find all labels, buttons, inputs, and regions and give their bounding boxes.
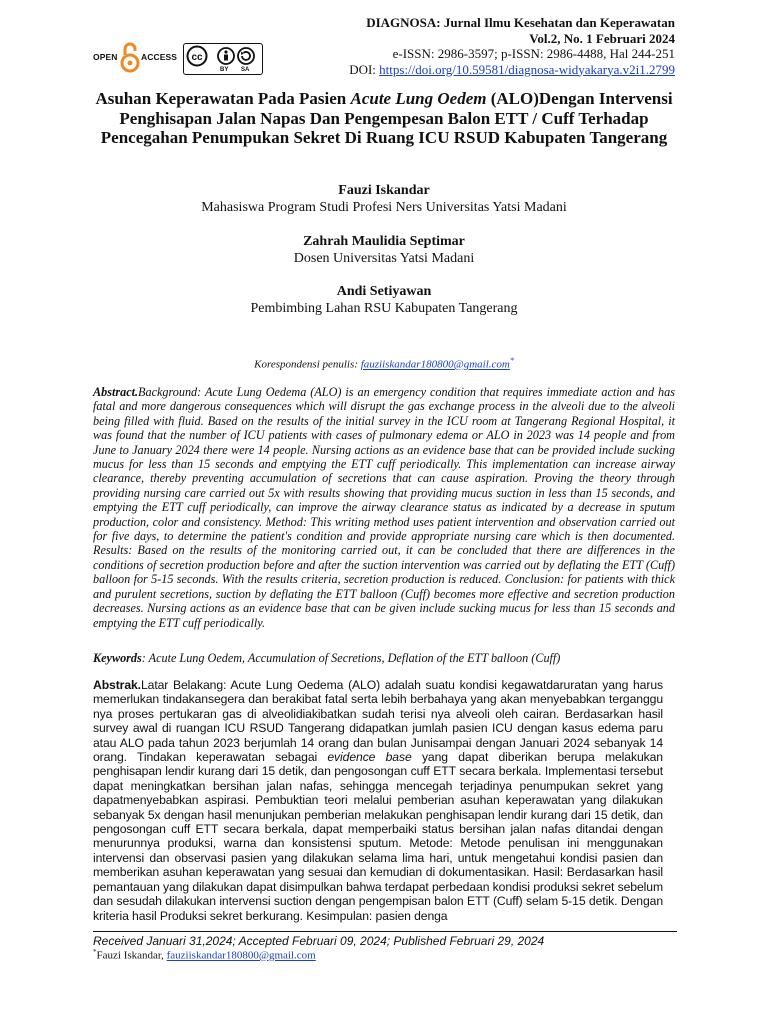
open-access-lock-icon <box>120 41 140 75</box>
journal-name: DIAGNOSA: Jurnal Ilmu Kesehatan dan Keperawatan <box>366 15 675 30</box>
abstrak-lead: Abstrak. <box>93 678 141 692</box>
svg-text:cc: cc <box>191 52 203 63</box>
author-block-1 <box>0 182 768 216</box>
paper-title <box>80 89 688 148</box>
received-dates: Received Januari 31,2024; Accepted Februari 09, 2024; Published Februari 29, 2024 <box>93 934 545 948</box>
abstrak-text-1: Latar Belakang: Acute Lung Oedema (ALO) adalah suatu kondisi kegawatdaruratan yang harus memerlukan tindakansegera dan berakibat fatal serta lebih berbahaya yang akan menyebabkan terganggu nya proses pertukaran gas di alveolidiakibatkan sudah terisi nya alveoli oleh cairan. Berdasarkan hasil survey awal di ruangan ICU RSUD Tangerang didapatkan jumlah pasien ICU dengan kasus edema paru atau ALO pada tahun 2023 berjumlah 14 orang dan bulan Junisampai dengan Januari 2024 sebanyak 14 orang. Tindakan keperawatan sebagai <box>93 678 663 765</box>
abstract-text: Background: Acute Lung Oedema (ALO) is an emergency condition that requires immediate action and has fatal and more dangerous consequences which will disrupt the gas exchange process in the alveoli due to the alveoli being filled with fluid. Based on the results of the initial survey in the ICU room at Tangerang Regional Hospital, it was found that the number of ICU patients with cases of pulmonary edema or ALO in 2023 was 14 people and from June to January 2024 there were 14 people. Nursing actions as an evidence base that can be provided include sucking mucus for less than 15 seconds and emptying the ETT cuff periodically. This implementation can increase airway clearance, thereby preventing accumulation of secretions that can cause aspiration. Proving the theory through providing nursing care carried out 5x with results showing that providing mucus suction in less than 15 seconds, and emptying the ETT cuff periodically, can improve the airway clearance status as indicated by a decrease in sputum production, color and consistency. Method: This writing method uses patient intervention and observation carried out for five days, to determine the patient's condition and provide appropriate nursing care which is then documented. Results: Based on the results of the monitoring carried out, it can be concluded that there are differences in the conditions of secretion production before and after the suction intervention was carried out by deflating the ETT (Cuff) balloon for 5-15 seconds. With the results criteria, secretion production is reduced. Conclusion: for patients with thick and purulent secretions, suction by deflating the ETT balloon (Cuff) becomes more effective and secretion production decreases. Nursing actions as an evidence base that can be given include sucking mucus for less than 15 seconds and emptying the ETT cuff periodically. <box>93 385 675 630</box>
doi-link[interactable]: https://doi.org/10.59581/diagnosa-widyakarya.v2i1.2799 <box>379 61 675 77</box>
cc-by-label: BY <box>220 67 229 73</box>
author-block-2 <box>0 233 768 267</box>
correspondence <box>0 356 768 371</box>
abstract-indonesian <box>93 678 663 923</box>
correspondence-mark: * <box>509 356 514 365</box>
title-italic: Acute Lung Oedem <box>350 89 487 108</box>
author-affiliation: Pembimbing Lahan RSU Kabupaten Tangerang <box>250 301 518 316</box>
author-name: Fauzi Iskandar <box>338 183 430 198</box>
author-affiliation: Mahasiswa Program Studi Profesi Ners Universitas Yatsi Madani <box>201 200 567 215</box>
journal-info <box>349 15 675 77</box>
creative-commons-icon <box>184 45 262 67</box>
footnote-name: Fauzi Iskandar, <box>96 949 167 962</box>
correspondence-label: Korespondensi penulis: <box>254 358 361 371</box>
cc-sa-label: SA <box>241 67 250 73</box>
keywords-label: Keywords <box>93 651 142 665</box>
abstrak-italic: evidence base <box>327 750 412 765</box>
keywords-text: : Acute Lung Oedem, Accumulation of Secretions, Deflation of the ETT balloon (Cuff) <box>141 651 561 665</box>
author-footnote <box>93 948 316 962</box>
footnote-mark: * <box>93 948 97 956</box>
footnote-email[interactable]: fauziiskandar180800@gmail.com <box>166 949 316 962</box>
correspondence-email[interactable]: fauziiskandar180800@gmail.com <box>360 358 510 371</box>
footer-divider <box>93 931 677 932</box>
title-part1: Asuhan Keperawatan Pada Pasien <box>95 89 351 108</box>
open-access-label-left: OPEN <box>93 52 118 62</box>
journal-doi <box>349 62 675 78</box>
author-name: Andi Setiyawan <box>336 284 432 299</box>
author-affiliation: Dosen Universitas Yatsi Madani <box>293 251 475 266</box>
author-name: Zahrah Maulidia Septimar <box>303 234 465 249</box>
license-logos <box>93 40 273 76</box>
author-block-3 <box>0 283 768 317</box>
abstrak-text-2: yang dapat diberikan berupa melakukan penghisapan lendir kurang dari 15 detik, dan pengosongan cuff ETT secara berkala. Implementasi tersebut dapat meningkatkan bersihan jalan nafas, sehingga mencegah terjadinya penumpukan sekret yang dapatmenyebabkan aspirasi. Pembuktian teori melalui pemberian asuhan keperawatan yang dilakukan sebanyak 5x dengan hasil menunjukan pemberian melakukan penghisapan lendir kurang dari 15 detik, dan pengosongan cuff ETT secara berkala, dapat memperbaiki status bersihan jalan nafas ditandai dengan menurunnya produksi, warna dan konsistensi sputum. Metode: Metode penulisan ini menggunakan intervensi dan observasi pasien yang dilakukan selama lima hari, untuk mengetahui kondisi pasien dan memberikan asuhan keperawatan yang sesuai dan kemudian di dokumentasikan. Hasil: Berdasarkan hasil pemantauan yang dilakukan dapat disimpulkan bahwa terdapat perbedaan kondisi produksi sekret sebelum dan sesudah dilakukan intervensi suction dengan pengempisan balon ETT (Cuff) selam 5-15 detik. Dengan kriteria hasil Produksi sekret berkurang. Kesimpulan: pasien denga <box>93 750 663 923</box>
title-part2: (ALO)Dengan Intervensi Penghisapan Jalan Napas Dan Pengempesan Balon ETT / Cuff Terhadap Pencegahan Penumpukan Sekret Di Ruang ICU RSUD Kabupaten Tangerang <box>100 89 673 147</box>
doi-label: DOI: <box>349 61 380 77</box>
keywords <box>93 651 675 666</box>
cc-by-sa-badge[interactable] <box>183 43 263 75</box>
abstract-lead: Abstract. <box>93 385 139 399</box>
open-access-label-right: ACCESS <box>141 52 178 62</box>
journal-issn: e-ISSN: 2986-3597; p-ISSN: 2986-4488, Hal 244-251 <box>392 46 675 61</box>
abstract-english <box>93 385 675 630</box>
journal-volume: Vol.2, No. 1 Februari 2024 <box>529 30 675 46</box>
